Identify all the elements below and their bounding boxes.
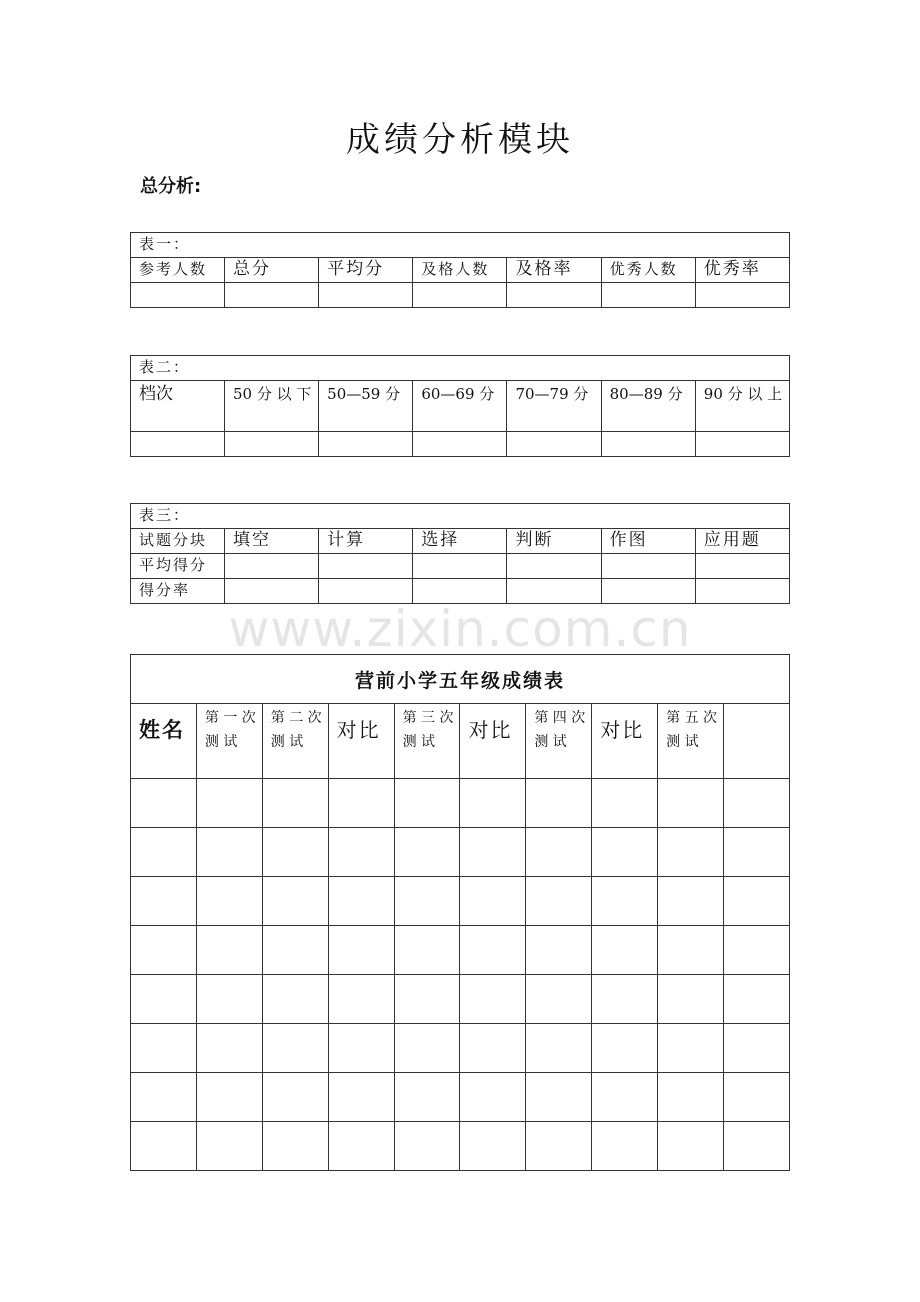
- table-cell[interactable]: [328, 975, 394, 1024]
- table-cell[interactable]: [196, 877, 262, 926]
- table-cell[interactable]: [592, 877, 658, 926]
- table-cell[interactable]: [131, 432, 225, 457]
- table-cell[interactable]: [507, 432, 601, 457]
- table-cell[interactable]: [131, 1122, 197, 1171]
- table-cell[interactable]: [196, 926, 262, 975]
- table-cell[interactable]: [328, 877, 394, 926]
- table-cell[interactable]: [394, 1024, 460, 1073]
- table-cell[interactable]: [262, 926, 328, 975]
- table-row: [131, 975, 790, 1024]
- table-cell[interactable]: [460, 1122, 526, 1171]
- table-cell[interactable]: [262, 1024, 328, 1073]
- table-cell[interactable]: [724, 975, 790, 1024]
- table-cell[interactable]: [225, 579, 319, 604]
- table-cell[interactable]: [262, 1122, 328, 1171]
- table-cell[interactable]: [507, 554, 601, 579]
- table-cell[interactable]: [225, 432, 319, 457]
- table-cell[interactable]: [131, 779, 197, 828]
- table-cell[interactable]: [262, 828, 328, 877]
- header-cell-test: 第 四 次 测 试: [526, 704, 592, 779]
- table-cell[interactable]: [601, 554, 695, 579]
- table-cell[interactable]: [592, 975, 658, 1024]
- table-cell[interactable]: [394, 975, 460, 1024]
- header-cell-name: 姓名: [131, 704, 197, 779]
- table-cell[interactable]: [328, 1024, 394, 1073]
- table-cell[interactable]: [526, 975, 592, 1024]
- table-cell[interactable]: [695, 554, 789, 579]
- table-cell[interactable]: [724, 779, 790, 828]
- header-cell-empty: [724, 704, 790, 779]
- table-cell[interactable]: [131, 926, 197, 975]
- table-cell[interactable]: [460, 828, 526, 877]
- table-cell[interactable]: [196, 1122, 262, 1171]
- header-cell: 50 分 以 下: [225, 381, 319, 432]
- table-cell[interactable]: [724, 828, 790, 877]
- table-score-sheet: [130, 654, 790, 1171]
- table-cell[interactable]: [526, 877, 592, 926]
- score-sheet-title: 营前小学五年级成绩表: [131, 655, 790, 704]
- table-cell[interactable]: [592, 1122, 658, 1171]
- table-row: [131, 828, 790, 877]
- header-cell: 档次: [131, 381, 225, 432]
- table-cell[interactable]: [658, 1024, 724, 1073]
- header-cell: 及格人数: [413, 258, 507, 283]
- table-cell[interactable]: [394, 828, 460, 877]
- table-cell[interactable]: [592, 828, 658, 877]
- table-cell[interactable]: [196, 1024, 262, 1073]
- table-cell[interactable]: [460, 877, 526, 926]
- table-cell[interactable]: [526, 828, 592, 877]
- table-caption: 表二：: [131, 356, 790, 381]
- watermark: www.zixin.com.cn: [228, 600, 692, 658]
- table-caption: 表三：: [131, 504, 790, 529]
- table-cell[interactable]: [262, 1073, 328, 1122]
- table-cell[interactable]: [262, 779, 328, 828]
- table-cell[interactable]: [196, 975, 262, 1024]
- table-cell[interactable]: [225, 283, 319, 308]
- table-cell[interactable]: [413, 554, 507, 579]
- table-cell[interactable]: [328, 926, 394, 975]
- table-cell[interactable]: [695, 283, 789, 308]
- table-cell[interactable]: [724, 1024, 790, 1073]
- table-cell[interactable]: [695, 579, 789, 604]
- header-cell: 应用题: [695, 529, 789, 554]
- table-cell[interactable]: [601, 579, 695, 604]
- header-cell: 平均分: [319, 258, 413, 283]
- table-summary: [130, 232, 790, 308]
- table-cell[interactable]: [724, 926, 790, 975]
- table-cell[interactable]: [592, 926, 658, 975]
- table-cell[interactable]: [413, 283, 507, 308]
- table-cell[interactable]: [225, 554, 319, 579]
- table-cell[interactable]: [460, 926, 526, 975]
- table-cell[interactable]: [695, 432, 789, 457]
- table-cell[interactable]: [724, 877, 790, 926]
- header-cell-compare: 对比: [592, 704, 658, 779]
- header-cell-compare: 对比: [328, 704, 394, 779]
- table-cell[interactable]: [131, 1073, 197, 1122]
- table-cell[interactable]: [507, 283, 601, 308]
- table-row: [131, 877, 790, 926]
- table-cell[interactable]: [196, 779, 262, 828]
- header-cell-compare: 对比: [460, 704, 526, 779]
- table-caption: 表一：: [131, 233, 790, 258]
- table-cell[interactable]: [131, 975, 197, 1024]
- table-cell[interactable]: [196, 1073, 262, 1122]
- table-question-blocks: [130, 503, 790, 604]
- header-cell: 90 分 以 上: [695, 381, 789, 432]
- table-cell[interactable]: [658, 1122, 724, 1171]
- header-cell: 总分: [225, 258, 319, 283]
- header-cell: 50—59 分: [319, 381, 413, 432]
- table-cell[interactable]: [601, 432, 695, 457]
- table-cell[interactable]: [658, 926, 724, 975]
- table-cell[interactable]: [601, 283, 695, 308]
- table-cell[interactable]: [394, 1122, 460, 1171]
- table-cell[interactable]: [526, 1122, 592, 1171]
- table-cell[interactable]: [394, 779, 460, 828]
- table-cell[interactable]: [413, 579, 507, 604]
- table-cell[interactable]: [460, 1024, 526, 1073]
- table-row: [131, 1122, 790, 1171]
- row-label: 得分率: [131, 579, 225, 604]
- table-cell[interactable]: [319, 432, 413, 457]
- table-cell[interactable]: [131, 283, 225, 308]
- table-cell[interactable]: [319, 554, 413, 579]
- header-cell: 60—69 分: [413, 381, 507, 432]
- table-cell[interactable]: [328, 1122, 394, 1171]
- table-cell[interactable]: [658, 828, 724, 877]
- header-cell: 选择: [413, 529, 507, 554]
- table-cell[interactable]: [460, 975, 526, 1024]
- header-cell: 及格率: [507, 258, 601, 283]
- table-row: [131, 926, 790, 975]
- table-cell[interactable]: [328, 1073, 394, 1122]
- table-row: [131, 779, 790, 828]
- table-cell[interactable]: [394, 1073, 460, 1122]
- header-cell-test: 第 五 次 测 试: [658, 704, 724, 779]
- header-cell: 试题分块: [131, 529, 225, 554]
- header-cell-test: 第 二 次 测 试: [262, 704, 328, 779]
- table-cell[interactable]: [658, 975, 724, 1024]
- table-cell[interactable]: [507, 579, 601, 604]
- table-cell[interactable]: [131, 828, 197, 877]
- header-cell: 判断: [507, 529, 601, 554]
- row-label: 平均得分: [131, 554, 225, 579]
- table-cell[interactable]: [319, 283, 413, 308]
- header-cell: 优秀率: [695, 258, 789, 283]
- header-cell: 填空: [225, 529, 319, 554]
- table-cell[interactable]: [328, 779, 394, 828]
- section-subtitle: 总分析:: [140, 176, 202, 197]
- table-cell[interactable]: [394, 877, 460, 926]
- table-cell[interactable]: [460, 779, 526, 828]
- table-cell[interactable]: [413, 432, 507, 457]
- table-cell[interactable]: [658, 1073, 724, 1122]
- table-cell[interactable]: [658, 779, 724, 828]
- table-cell[interactable]: [592, 1024, 658, 1073]
- table-grade-bands: [130, 355, 790, 457]
- table-cell[interactable]: [196, 828, 262, 877]
- table-cell[interactable]: [262, 975, 328, 1024]
- header-cell-test: 第 三 次 测 试: [394, 704, 460, 779]
- table-row: [131, 1024, 790, 1073]
- header-cell: 计算: [319, 529, 413, 554]
- table-cell[interactable]: [319, 579, 413, 604]
- table-cell[interactable]: [724, 1073, 790, 1122]
- table-cell[interactable]: [526, 779, 592, 828]
- table-row: [131, 1073, 790, 1122]
- header-cell: 参考人数: [131, 258, 225, 283]
- header-cell: 作图: [601, 529, 695, 554]
- table-cell[interactable]: [262, 877, 328, 926]
- header-cell: 优秀人数: [601, 258, 695, 283]
- table-cell[interactable]: [526, 926, 592, 975]
- table-cell[interactable]: [724, 1122, 790, 1171]
- page-title: 成绩分析模块: [346, 120, 574, 160]
- table-cell[interactable]: [394, 926, 460, 975]
- table-cell[interactable]: [526, 1024, 592, 1073]
- header-cell: 80—89 分: [601, 381, 695, 432]
- header-cell-test: 第 一 次 测 试: [196, 704, 262, 779]
- table-cell[interactable]: [658, 877, 724, 926]
- header-cell: 70—79 分: [507, 381, 601, 432]
- table-cell[interactable]: [460, 1073, 526, 1122]
- table-cell[interactable]: [131, 877, 197, 926]
- table-cell[interactable]: [526, 1073, 592, 1122]
- table-cell[interactable]: [592, 779, 658, 828]
- table-cell[interactable]: [592, 1073, 658, 1122]
- table-cell[interactable]: [131, 1024, 197, 1073]
- table-cell[interactable]: [328, 828, 394, 877]
